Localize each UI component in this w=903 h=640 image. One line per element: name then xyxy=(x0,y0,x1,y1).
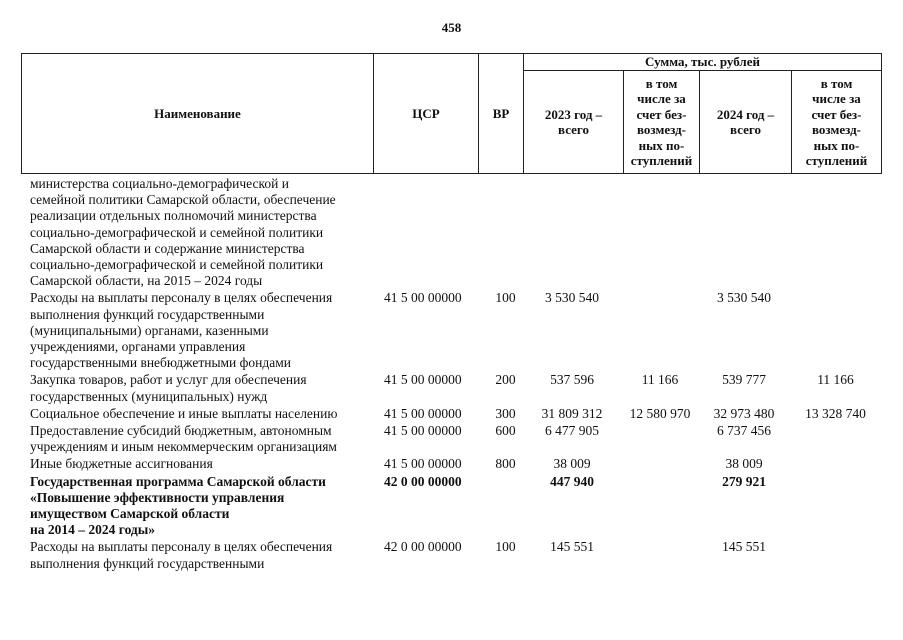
row-name-line: Иные бюджетные ассигнования xyxy=(30,456,213,472)
row-name-line: Самарской области и содержание министерства xyxy=(30,240,305,256)
header-line: в том xyxy=(820,75,853,91)
row-name-line: учреждениям и иным некоммерческим организациям xyxy=(30,439,337,455)
row-2023-total: 3 530 540 xyxy=(545,290,599,306)
row-2024-total: 279 921 xyxy=(722,473,766,489)
row-name-line: Самарской области, на 2015 – 2024 годы xyxy=(30,273,263,289)
row-csr: 41 5 00 00000 xyxy=(384,456,462,472)
row-2024-total: 32 973 480 xyxy=(713,405,775,421)
row-vr: 800 xyxy=(495,456,516,472)
row-name-line: имуществом Самарской области xyxy=(30,506,230,521)
table-header xyxy=(21,53,882,174)
row-name-line: государственных (муниципальных) нужд xyxy=(30,388,268,404)
header-line: 2023 год – xyxy=(544,106,603,122)
row-name-line: социально-демографической и семейной политики xyxy=(30,224,324,240)
row-name-line: государственными внебюджетными фондами xyxy=(30,355,292,371)
row-name-line: (муниципальными) органами, казенными xyxy=(30,322,269,338)
row-2023-total: 537 596 xyxy=(550,372,594,388)
row-name-line: Расходы на выплаты персоналу в целях обеспечения xyxy=(30,290,333,306)
header-csr: ЦСР xyxy=(374,54,479,174)
header-name: Наименование xyxy=(22,54,374,174)
row-csr: 42 0 00 00000 xyxy=(384,539,462,555)
row-csr: 41 5 00 00000 xyxy=(384,290,462,306)
row-csr: 41 5 00 00000 xyxy=(384,405,462,421)
row-name-line: Социальное обеспечение и иные выплаты населению xyxy=(30,405,338,421)
row-vr: 100 xyxy=(495,290,516,306)
header-line: всего xyxy=(730,122,761,137)
row-csr: 41 5 00 00000 xyxy=(384,372,462,388)
header-vr: ВР xyxy=(479,54,524,174)
row-2024-total: 3 530 540 xyxy=(717,290,771,306)
header-2023-free xyxy=(624,71,700,174)
row-2023-total: 6 477 905 xyxy=(545,423,599,438)
row-vr: 300 xyxy=(495,405,516,421)
header-line: числе за xyxy=(637,91,686,106)
row-name xyxy=(30,176,375,289)
row-name xyxy=(30,406,375,422)
row-name-line: Расходы на выплаты персоналу в целях обеспечения xyxy=(30,539,333,555)
header-line: ных по- xyxy=(813,137,860,153)
row-name xyxy=(30,423,375,455)
header-2024-total xyxy=(700,71,792,174)
row-name-line: выполнения функций государственными xyxy=(30,555,265,571)
header-line: в том xyxy=(645,75,678,91)
row-2023-total: 145 551 xyxy=(550,539,594,555)
row-2023-free: 12 580 970 xyxy=(629,405,691,421)
row-name-line: учреждениями, органами управления xyxy=(30,339,246,354)
row-2024-free: 11 166 xyxy=(817,372,854,388)
row-vr: 200 xyxy=(495,372,516,388)
row-2024-free: 13 328 740 xyxy=(805,405,866,421)
header-line: возмезд- xyxy=(812,122,861,137)
header-line: числе за xyxy=(812,91,861,106)
row-2023-total: 447 940 xyxy=(550,473,594,489)
header-2023-total xyxy=(524,71,624,174)
row-2023-total: 38 009 xyxy=(553,456,591,472)
header-line: возмезд- xyxy=(637,122,686,137)
row-2024-total: 539 777 xyxy=(722,372,766,388)
row-name-line: «Повышение эффективности управления xyxy=(30,489,285,505)
row-name xyxy=(30,474,375,539)
row-name xyxy=(30,372,375,404)
row-2024-total: 145 551 xyxy=(722,539,766,555)
row-name xyxy=(30,539,375,571)
header-line: ступлений xyxy=(805,153,868,168)
row-csr: 42 0 00 00000 xyxy=(384,473,462,489)
row-name-line: на 2014 – 2024 годы» xyxy=(30,522,156,538)
row-name-line: министерства социально-демографической и xyxy=(30,176,289,191)
row-csr: 41 5 00 00000 xyxy=(384,423,462,438)
row-name xyxy=(30,456,375,472)
row-name-line: Государственная программа Самарской области xyxy=(30,473,326,489)
row-2023-total: 31 809 312 xyxy=(541,405,603,421)
header-line: ступлений xyxy=(630,153,693,168)
row-name-line: социально-демографической и семейной политики xyxy=(30,257,324,273)
row-name-line: Закупка товаров, работ и услуг для обеспечения xyxy=(30,372,307,388)
row-name xyxy=(30,290,375,371)
header-line: 2024 год – xyxy=(716,106,775,122)
header-sum: Сумма, тыс. рублей xyxy=(524,54,882,71)
header-line: всего xyxy=(558,122,589,137)
row-name-line: Предоставление субсидий бюджетным, автономным xyxy=(30,423,332,438)
header-line: ных по- xyxy=(638,137,685,153)
row-name-line: реализации отдельных полномочий министерства xyxy=(30,208,317,224)
header-line: счет без- xyxy=(636,106,687,122)
row-vr: 600 xyxy=(495,423,516,438)
page-number: 458 xyxy=(441,20,462,35)
row-2024-total: 6 737 456 xyxy=(717,423,771,438)
row-name-line: семейной политики Самарской области, обеспечение xyxy=(30,192,336,208)
header-line: счет без- xyxy=(811,106,862,122)
header-2024-free xyxy=(792,71,882,174)
row-name-line: выполнения функций государственными xyxy=(30,306,265,322)
row-vr: 100 xyxy=(495,539,516,555)
row-2023-free: 11 166 xyxy=(641,372,679,388)
row-2024-total: 38 009 xyxy=(725,456,763,472)
